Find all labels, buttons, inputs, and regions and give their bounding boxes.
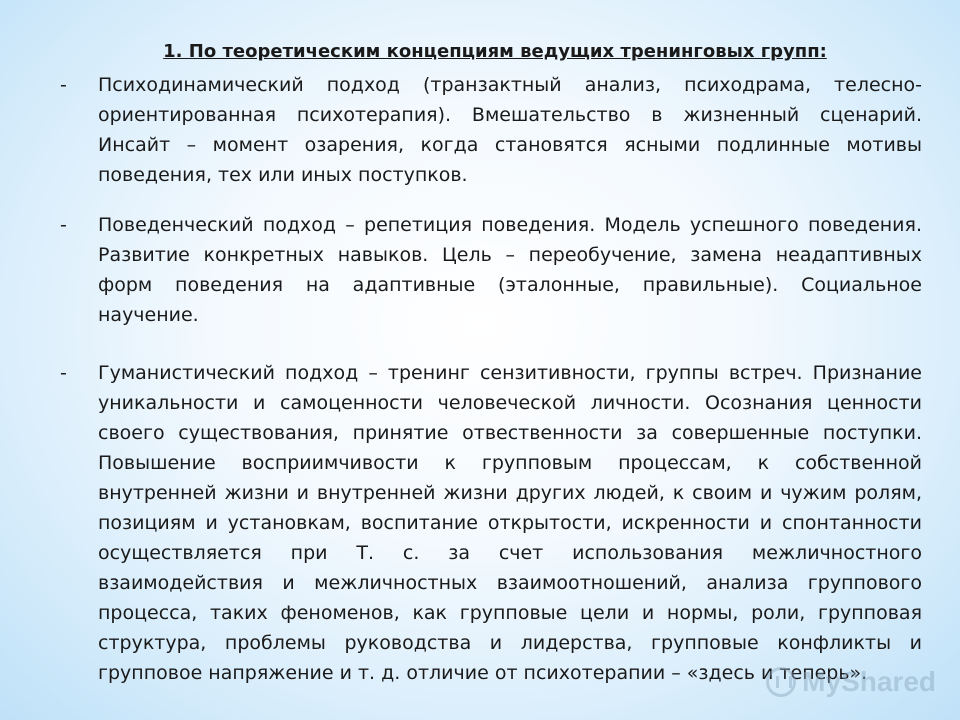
list-item-humanistic	[60, 358, 922, 688]
list-item-psychodynamic	[60, 70, 922, 190]
myshared-logo-icon	[766, 667, 796, 697]
list-item-marker: -	[60, 74, 67, 96]
list-item-behavioral	[60, 210, 922, 330]
slide-title: 1. По теоретическим концепциям ведущих тренинговых групп:	[163, 41, 827, 62]
list-item-text: Поведенческий подход – репетиция поведения. Модель успешного поведения. Развитие конкретных навыков. Цель – переобучение, замена неадаптивных форм поведения на адаптивные (эталонные, правильные). Социальное научение.	[98, 214, 922, 326]
list-item-text: Психодинамический подход (транзактный анализ, психодрама, телесно-ориентированная психотерапия). Вмешательство в жизненный сценарий. Инсайт – момент озарения, когда становятся ясными подлинные мотивы поведения, тех или иных поступков.	[98, 74, 922, 186]
watermark-text: MyShared	[802, 666, 936, 697]
watermark	[766, 666, 936, 698]
list-item-marker: -	[60, 362, 67, 384]
list-item-marker: -	[60, 214, 67, 236]
list-item-text: Гуманистический подход – тренинг сензитивности, группы встреч. Признание уникальности и самоценности человеческой личности. Осознания ценности своего существования, принятие отвественности за совершенные поступки. Повышение восприимчивости к групповым процессам, к собственной внутренней жизни и внутренней жизни других людей, к своим и чужим ролям, позициям и установкам, воспитание открытости, искренности и спонтанности осуществляется при Т. с. за счет использования межличностного взаимодействия и межличностных взаимоотношений, анализа группового процесса, таких феноменов, как групповые цели и нормы, роли, групповая структура, проблемы руководства и лидерства, групповые конфликты и групповое напряжение и т. д. отличие от психотерапии – «здесь и теперь».	[98, 362, 922, 684]
